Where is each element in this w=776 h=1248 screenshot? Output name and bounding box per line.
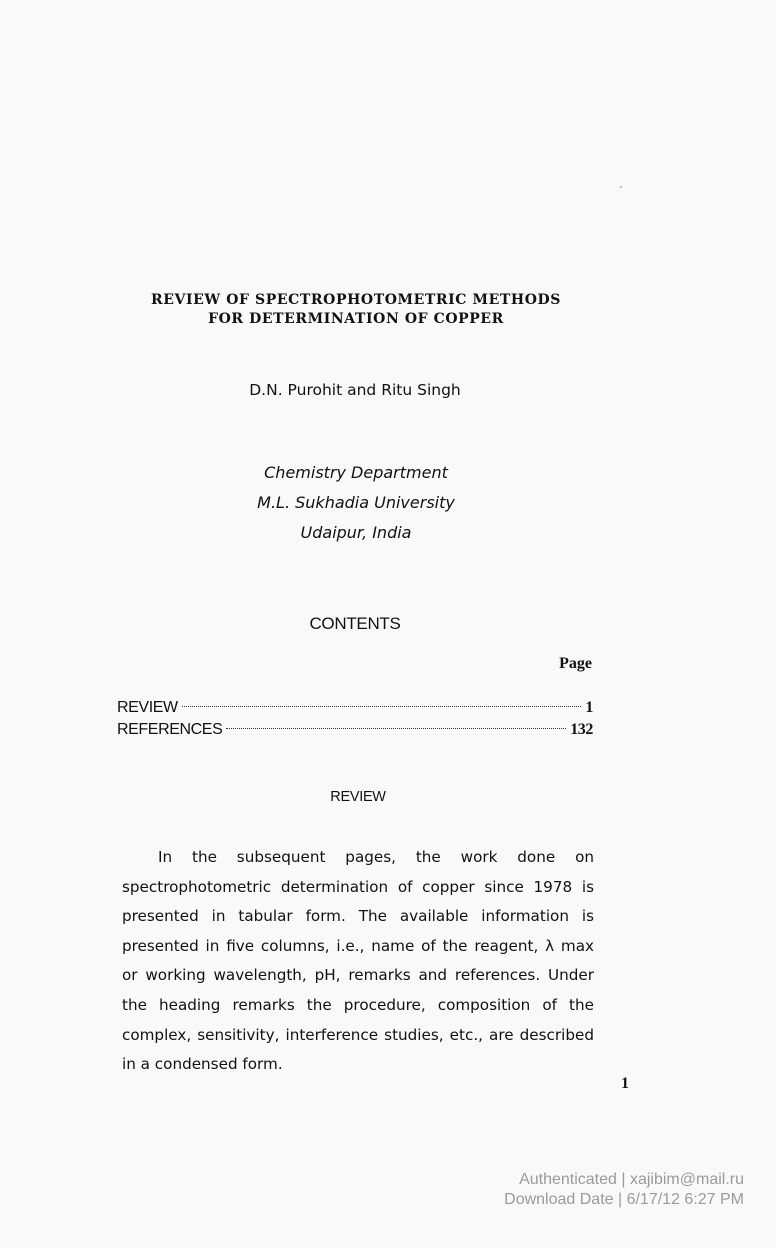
- affiliation-location: Udaipur, India: [300, 523, 412, 542]
- toc-page-label: Page: [559, 655, 592, 672]
- contents-heading: CONTENTS: [309, 614, 401, 633]
- affiliation-university: M.L. Sukhadia University: [257, 493, 455, 512]
- title-line-2: FOR DETERMINATION OF COPPER: [208, 311, 504, 327]
- paper-title: [100, 291, 612, 329]
- scan-speck: [620, 186, 622, 188]
- review-heading: REVIEW: [330, 789, 386, 805]
- affiliation-department: Chemistry Department: [264, 463, 448, 482]
- toc-entry-label: REFERENCES: [117, 721, 223, 738]
- toc-entry-review: [117, 697, 593, 719]
- review-paragraph: In the subsequent pages, the work done on spectrophotometric determination of copper since 1978 is presented in tabular form. The available information is presented in five columns, i.e., name of the reagent, λ max or working wavelength, pH, remarks and references. Under the heading remarks the procedure, composition of the complex, sensitivity, interference studies, etc., are described in a condensed form.: [122, 848, 594, 1074]
- affiliation: [0, 458, 712, 548]
- toc-entry-label: REVIEW: [117, 699, 178, 716]
- toc-entry-page: 1: [585, 699, 593, 716]
- authentication-watermark: [504, 1170, 744, 1210]
- toc-leader-dots: [226, 728, 566, 729]
- watermark-line-1: Authenticated | xajibim@mail.ru: [519, 1171, 744, 1188]
- watermark-line-2: Download Date | 6/17/12 6:27 PM: [504, 1191, 744, 1208]
- toc-entry-page: 132: [570, 721, 593, 738]
- table-of-contents: [117, 697, 593, 741]
- authors: D.N. Purohit and Ritu Singh: [249, 381, 461, 399]
- toc-entry-references: [117, 719, 593, 741]
- page-number: 1: [621, 1075, 629, 1092]
- toc-leader-dots: [182, 706, 582, 707]
- title-line-1: REVIEW OF SPECTROPHOTOMETRIC METHODS: [151, 292, 561, 308]
